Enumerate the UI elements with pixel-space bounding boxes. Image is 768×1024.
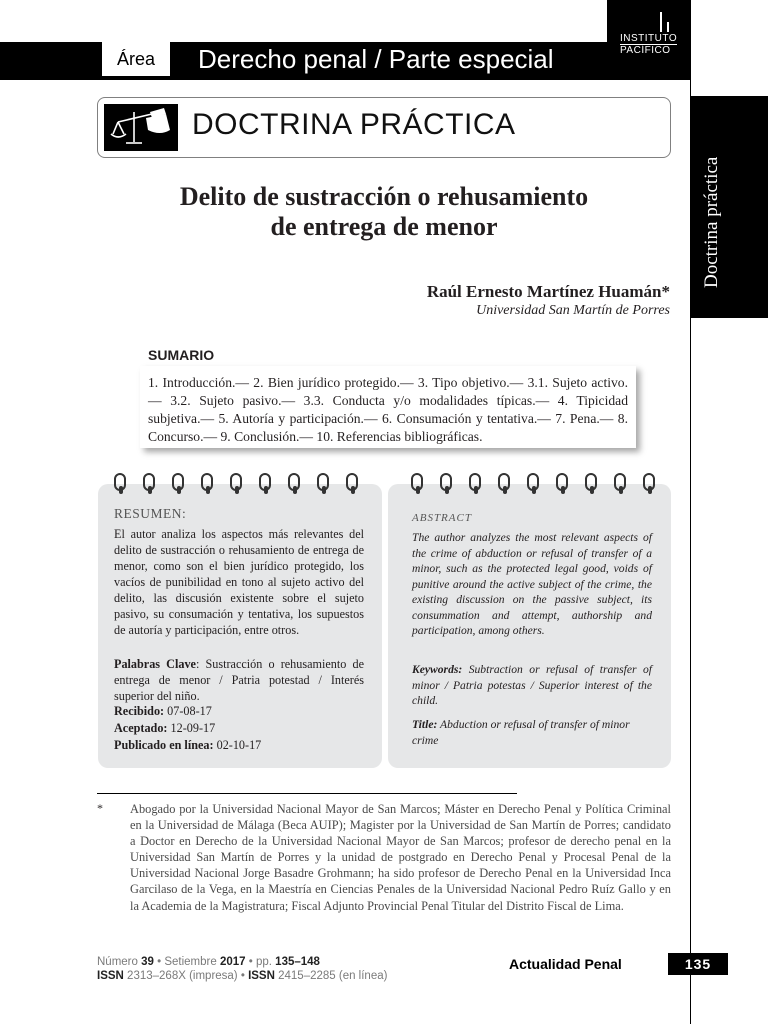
resumen-text: El autor analiza los aspectos más relevantes del delito de sustracción o rehusamiento de entrega de menor, como son el bien jurídico protegido, los vacíos de punibilidad en tono al sujeto activo del delito, las discusión existente sobre el sujeto pasivo, su consumación y tentativa, los supuestos de autoría y participación, entre otros. — [114, 527, 364, 637]
spiral-ring — [288, 473, 300, 491]
logo-mark — [660, 12, 662, 32]
spiral-ring — [143, 473, 155, 491]
issn-label-print: ISSN — [97, 970, 124, 982]
issue-number-label: Número — [97, 956, 138, 968]
pages-label: pp. — [255, 956, 272, 968]
spiral-ring — [643, 473, 655, 491]
published-label: Publicado en línea: — [114, 738, 214, 752]
published-date — [114, 737, 261, 754]
spiral-ring — [498, 473, 510, 491]
spiral-ring — [114, 473, 126, 491]
area-title: Derecho penal / Parte especial — [198, 44, 554, 74]
accepted-label: Aceptado: — [114, 721, 168, 735]
issn-label-online: ISSN — [248, 970, 275, 982]
article-dates — [114, 703, 261, 754]
sumario-heading: SUMARIO — [148, 347, 215, 363]
spiral-binding-left — [114, 473, 375, 499]
abstract-title — [412, 717, 652, 748]
spiral-ring — [346, 473, 358, 491]
spiral-ring — [317, 473, 329, 491]
spiral-ring — [411, 473, 423, 491]
issue-info: Número 39 • Setiembre 2017 • pp. 135–148 — [97, 956, 320, 968]
abstract-keywords-label: Keywords: — [412, 663, 463, 676]
side-tab-label: Doctrina práctica — [701, 156, 722, 288]
abstract-keywords — [412, 662, 652, 709]
received-value: 07-08-17 — [164, 704, 212, 718]
issue-month: Setiembre — [164, 956, 217, 968]
footnote-rule — [97, 793, 517, 794]
footnote-text: Abogado por la Universidad Nacional Mayor de San Marcos; Máster en Derecho Penal y Política Criminal en la Universidad de Málaga (Beca AUIP); Magister por la Universidad de San Martín de Porres; candidato a Doctor en Derecho de la Universidad Nacional Mayor de San Marcos; profesor de derecho penal en la Universidad San Martín de Porres y la unidad de postgrado en Derecho Penal y Procesal Penal de la Universidad Nacional Jorge Basadre Grohmann; ha sido profesor de Derecho Penal en la Universidad Inca Garcilaso de la Vega, en la Maestría en Ciencias Penales de la Universidad Nacional Pedro Ruíz Gallo y en la Academia de la Magistratura; Fiscal Adjunto Provincial Penal Titular del Distrito Fiscal de Lima. — [130, 802, 671, 913]
spiral-ring — [585, 473, 597, 491]
logo-mark-small — [667, 22, 669, 32]
spiral-ring — [440, 473, 452, 491]
page-number: 135 — [668, 953, 728, 975]
spiral-binding-right — [411, 473, 672, 499]
section-title: DOCTRINA PRÁCTICA — [192, 108, 516, 141]
abstract-text: The author analyzes the most relevant aspects of the crime of abduction or refusal of transfer of a minor, such as the protected legal good, voids of punitive around the active subject of the crime, the existing discussion on the passive subject, its consummation and attempt, authorship and participation, among others. — [412, 531, 652, 637]
scales-of-justice-icon — [104, 104, 178, 151]
logo-line-2: PACÍFICO — [620, 44, 677, 56]
spiral-ring — [556, 473, 568, 491]
logo-line-1: INSTITUTO — [620, 33, 678, 44]
spiral-ring — [201, 473, 213, 491]
abstract-keywords-text: Subtraction or refusal of transfer of minor / Patria potestas / Superior interest of the child. — [412, 663, 652, 707]
area-label: Área — [100, 42, 172, 78]
sumario-text: 1. Introducción.— 2. Bien jurídico protegido.— 3. Tipo objetivo.— 3.1. Sujeto activo.— 3.2. Sujeto pasivo.— 3.3. Conducta y/o modalidades típicas.— 4. Tipicidad subjetiva.— 5. Autoría y participación.— 6. Consumación y tentativa.— 7. Pena.— 8. Concurso.— 9. Conclusión.— 10. Referencias bibliográficas. — [140, 366, 636, 448]
footnote-mark: * — [97, 801, 103, 815]
spiral-ring — [469, 473, 481, 491]
issn-info: ISSN 2313–268X (impresa) • ISSN 2415–2285 (en línea) — [97, 970, 388, 982]
received-date — [114, 703, 261, 720]
author-affiliation: Universidad San Martín de Porres — [476, 303, 670, 318]
publication-name: Actualidad Penal — [509, 956, 622, 972]
issue-number: 39 — [141, 956, 154, 968]
spiral-ring — [230, 473, 242, 491]
spiral-ring — [614, 473, 626, 491]
spiral-ring — [527, 473, 539, 491]
accepted-value: 12-09-17 — [167, 721, 216, 735]
keywords-label: Palabras Clave — [114, 657, 196, 671]
author-name: Raúl Ernesto Martínez Huamán* — [426, 282, 670, 301]
article-title — [110, 182, 658, 242]
issn-print: 2313–268X (impresa) — [127, 970, 238, 982]
abstract-title-text: Abduction or refusal of transfer of minor crime — [412, 718, 630, 747]
received-label: Recibido: — [114, 704, 165, 718]
issn-online: 2415–2285 (en línea) — [278, 970, 388, 982]
issue-year: 2017 — [219, 956, 246, 968]
spiral-ring — [259, 473, 271, 491]
logo-text — [620, 33, 677, 56]
keywords-text: : Sustracción o rehusamiento de entrega de menor / Patria potestad / Interés superior del niño. — [114, 657, 364, 703]
spiral-ring — [172, 473, 184, 491]
article-title-line-2: de entrega de menor — [270, 212, 498, 241]
resumen-heading: RESUMEN: — [114, 506, 187, 521]
accepted-date — [114, 720, 261, 737]
abstract-title-label: Title: — [412, 718, 438, 731]
article-title-line-1: Delito de sustracción o rehusamiento — [179, 182, 589, 211]
resumen-keywords — [114, 656, 364, 704]
page-range: 135–148 — [275, 956, 320, 968]
abstract-heading: ABSTRACT — [412, 512, 472, 524]
published-value: 02-10-17 — [213, 738, 262, 752]
